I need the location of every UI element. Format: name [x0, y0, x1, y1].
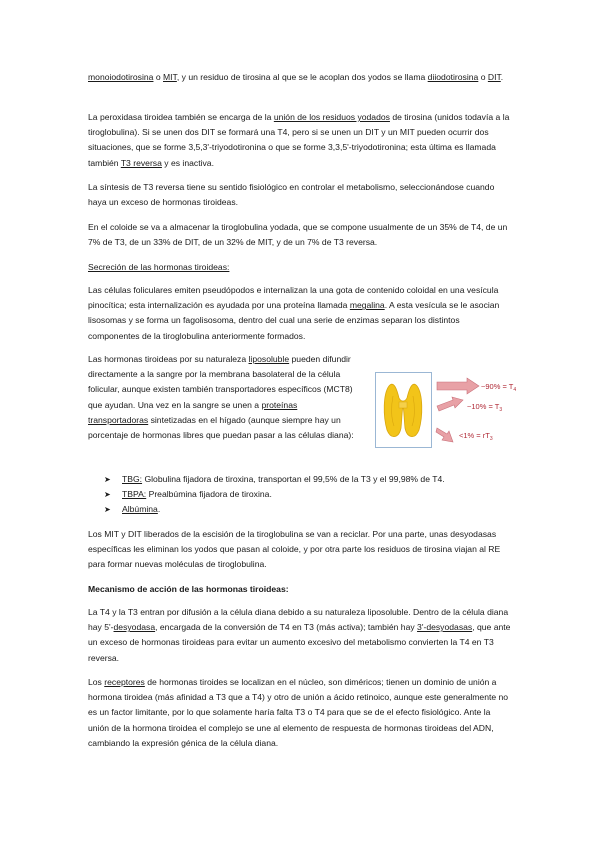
text-run: , y un residuo de tirosina al que se le acoplan dos yodos se llama [176, 72, 428, 82]
text-run: La T4 y la T3 entran por difusión a la célula diana debido a su naturaleza liposoluble. Dentro de la célula diana hay 5'- [88, 607, 509, 633]
paragraph-coloide: En el coloide se va a almacenar la tiroglobulina yodada, que se compone usualmente de un 35% de T4, de un 7% de T3, de un 33% de DIT, de un 32% de MIT, y de un 7% de T3 reversa. [88, 222, 508, 248]
term-3-desyodasas: 3'-desyodasas [417, 622, 473, 633]
thyroid-hormone-figure [375, 372, 517, 450]
term-monoiodotirosina: monoiodotirosina [88, 72, 154, 82]
term-diiodotirosina: diiodotirosina [427, 72, 479, 82]
list-term: TBPA: [122, 489, 147, 500]
text-run: de hormonas tiroides se localizan en el núcleo, son diméricos; tienen un dominio de unión a hormona tiroidea (más afinidad a T3 que a T4) y otro de unión a ácido retinoico, aunque este generalmente no es un factor limitante, por lo que solamente haría falta T3 o T4 para que se de el efecto fisiológico. Ante la unión de la hormona tiroidea el complejo se une al elemento de respuesta de hormonas tiroideas del ADN, cambiando la expresión génica de la célula diana. [88, 677, 509, 748]
arrow-t4-icon [437, 378, 479, 394]
term-t3-reversa: T3 reversa [120, 157, 162, 168]
heading-secrecion: Secreción de las hormonas tiroideas: [88, 262, 230, 272]
text-run: o [478, 72, 488, 82]
paragraph-desyodasas [88, 605, 512, 666]
term-desyodasa: desyodasa [113, 622, 156, 633]
paragraph-mit-dit [88, 70, 512, 85]
text-run: sintetizadas en el hígado (aunque siempre hay un porcentaje de hormonas libres que puedan pasar a las células diana): [88, 414, 354, 441]
list-term: TBG: [122, 474, 143, 484]
paragraph-sintesis-t3-reversa: La síntesis de T3 reversa tiene su sentido fisiológico en controlar el metabolismo, seleccionándose cuando haya un exceso de hormonas tiroideas. [88, 182, 495, 208]
term-mit: MIT [163, 72, 177, 82]
arrow-bullet-icon: ➤ [104, 475, 111, 484]
paragraph-mit-dit-reciclaje: Los MIT y DIT liberados de la escisión de la tiroglobulina se van a reciclar. Por una parte, unas desyodasas específicas les eliminan los yodos que pasan al coloide, y por otra parte los residuos de tirosina viajan al RE para formar nuevas moléculas de tiroglobulina. [88, 529, 501, 570]
heading-mecanismo: Mecanismo de acción de las hormonas tiroideas: [88, 584, 289, 594]
text-run: , encargada de la conversión de T4 en T3 (más activa); también hay [155, 622, 418, 633]
label-t3: ~10% = $T_3$ [467, 402, 503, 413]
list-item [104, 472, 514, 487]
arrow-bullet-icon: ➤ [104, 490, 111, 500]
term-liposoluble: liposoluble [248, 354, 290, 364]
text-run: La peroxidasa tiroidea también se encarga de la [88, 112, 274, 122]
text-run: , que ante un exceso de hormonas tiroideas para evitar un aumento excesivo del metabolismo convierten la T4 en T3 reversa. [88, 622, 511, 663]
text-run: Los [88, 677, 105, 687]
list-item [104, 487, 514, 502]
paragraph-hormonas-liposolubles [88, 352, 358, 443]
arrow-rt3-icon [436, 428, 453, 442]
label-rt3: $<1\% = rT_3$ [459, 431, 493, 442]
transport-protein-list [104, 472, 514, 518]
list-text: Prealbúmina fijadora de tiroxina. [146, 489, 272, 500]
label-t4: ~90% = $T_4$ [481, 382, 517, 393]
text-run: de tirosina (unidos todavía a la tiroglobulina). Si se unen dos DIT se formará una T4, pero si se unen un DIT y un MIT pueden ocurrir dos situaciones, que se forme 3,5,3'-triyodotironina o que se forme 3,3,5'-triyodotironina; esta última es llamada también [88, 112, 510, 168]
text-run: pueden difundir directamente a la sangre por la membrana basolateral de la célula folicular, aunque existen también transportadores específicos (MCT8) que ayudan. Una vez en la sangre se unen a [88, 354, 353, 410]
list-text: . [157, 504, 161, 515]
term-dit: DIT [487, 72, 501, 82]
term-receptores: receptores [104, 677, 145, 687]
text-run: y es inactiva. [161, 157, 214, 168]
paragraph-receptores [88, 675, 512, 751]
term-union-residuos-yodados: unión de los residuos yodados [273, 112, 390, 122]
arrow-bullet-icon: ➤ [104, 505, 111, 515]
arrow-t3-icon [437, 397, 463, 411]
text-run: Las hormonas tiroideas por su naturaleza [88, 354, 249, 364]
text-run: . [500, 72, 504, 82]
list-text: Globulina fijadora de tiroxina, transportan el 99,5% de la T3 y el 99,98% de T4. [142, 474, 445, 484]
list-term: Albúmina [122, 504, 158, 515]
text-run: o [153, 72, 164, 82]
thyroid-figure-svg [375, 372, 517, 450]
paragraph-peroxidasa [88, 110, 512, 171]
list-item [104, 502, 514, 517]
paragraph-celulas-foliculares [88, 283, 512, 344]
text-run: . A esta vesícula se le asocian lisosomas y se forma un fagolisosoma, dentro del cual una serie de enzimas separan los distintos componentes de la tiroglobulina anteriormente formados. [88, 300, 500, 341]
term-proteinas-transportadoras: proteínas transportadoras [88, 399, 298, 425]
term-megalina: megalina [349, 300, 385, 311]
text-run: Las células foliculares emiten pseudópodos e internalizan la una gota de contenido coloidal en una vesícula pinocítica; esta internalización es ayudada por una proteína llamada [88, 285, 499, 311]
